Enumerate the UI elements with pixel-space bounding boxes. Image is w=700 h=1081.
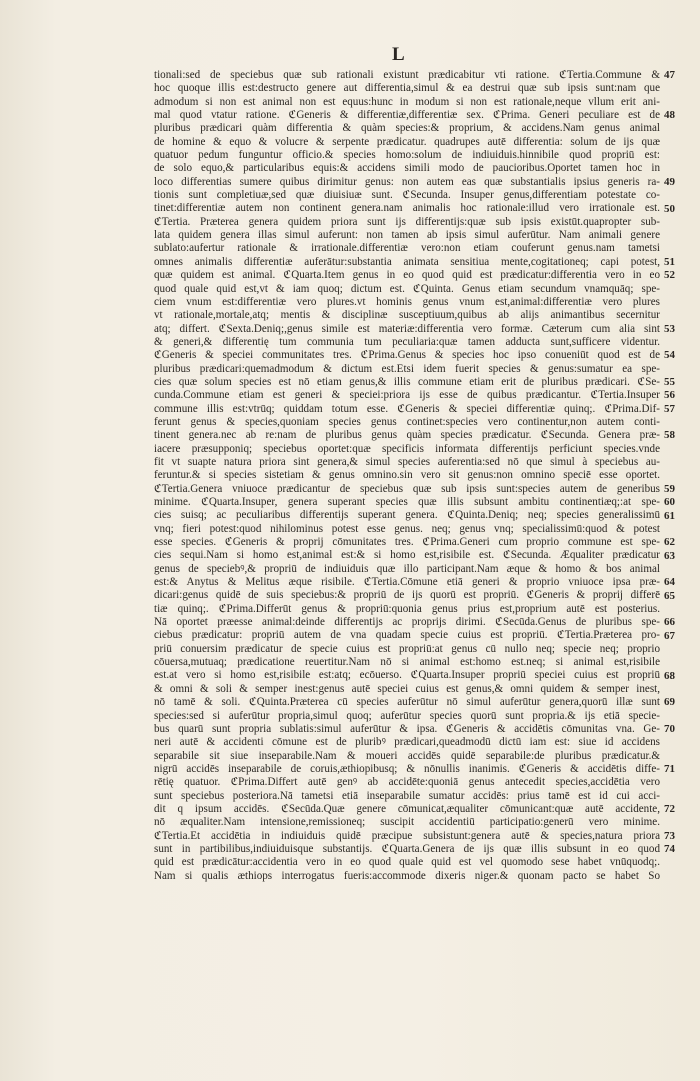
text-line: rētię quatuor. ℭPrima.Differt autē genꝰ ab accidēte:quoniā genus antecedit species,accidētia vero [154, 776, 660, 789]
margin-number: 63 [664, 549, 675, 562]
text-line: Nam si qualis æthiops interrogatus fueris:accommode dixeris niger.& quonam pacto se habet So [154, 869, 660, 882]
text-line: hoc quoque illis est:destructo genere aut differentia,simul & ea destrui quæ sub ipsis sunt:nam que [154, 82, 660, 95]
text-line: quæ quidem est animal. ℭQuarta.Item genus in eo quod quid est prædicatur:differentia vero in eo [154, 269, 660, 282]
text-line: species:sed si auferūtur propria,simul quoq; auferūtur species quorū sunt propria.& ijs etiā specie- [154, 709, 660, 722]
text-line: feruntur.& si species sistetiam & genus omnino.sin vero sit genus:non omnino speciē esse oportet. [154, 469, 660, 482]
text-line: sunt in partibilibus,indiuiduisque substantijs. ℭQuarta.Genera de ijs quæ illis subsunt in eo quod [154, 842, 660, 855]
text-line: genus de speciebꝰ,& propriū de indiuiduis quæ illo participant.Nam æque & homo & bos animal [154, 562, 660, 575]
text-line: ℭTertia.Et accidētia in indiuiduis quidē præcipue subsistunt:genera autē & species,natura priora [154, 829, 660, 842]
margin-number: 48 [664, 109, 675, 122]
text-line: sublato:aufertur rationale & irrationale.differentiæ vero:non etiam couferunt genus.nam tametsi [154, 242, 660, 255]
text-line: ferunt genus & species,quoniam species genus continet:species vero continentur,non autem conti- [154, 415, 660, 428]
text-line: & omni & soli & semper inest:genus autē speciei cuius est genus,& omni quidem & semper inest, [154, 682, 660, 695]
text-line: separabile sit siue inseparabile.Nam & moueri accidēs quidē separabile:de pluribus prædicatur.& [154, 749, 660, 762]
margin-number: 70 [664, 723, 675, 736]
margin-number: 71 [664, 763, 675, 776]
text-line: Nā oportet præesse animal:deinde differentijs ac proprijs dirimi. ℭSecūda.Genus de pluribus spe- [154, 616, 660, 629]
margin-number: 54 [664, 349, 675, 362]
text-line: est:& Anytus & Melitus æque risibile. ℭTertia.Cōmune etiā generi & proprio vniuoce ipsa præ- [154, 576, 660, 589]
text-line: neri autē & accidenti cōmune est de pluribꝰ prædicari,queadmodū dictū iam est: siue id accidens [154, 736, 660, 749]
text-line: nō tamē & soli. ℭQuinta.Præterea cū species auferūtur nō simul auferūtur genera,quorū illæ sunt [154, 696, 660, 709]
margin-number: 59 [664, 482, 675, 495]
margin-number: 47 [664, 69, 675, 81]
text-line: bus quarū sunt propria sublatis:simul auferūtur & ipsa. ℭGeneris & accidētis cōmunitas vna. Ge- [154, 722, 660, 735]
text-line: mal quod vtatur ratione. ℭGeneris & differentiæ,differentiæ sex. ℭPrima. Generi peculiare est de [154, 109, 660, 122]
body-text [154, 69, 660, 883]
text-line: pluribus prædicari:quemadmodum & dictum est.Etsi idem fuerit species & genus:sumatur ea spe- [154, 362, 660, 375]
margin-number: 57 [664, 402, 675, 415]
text-line: iacere præsupponiq; speciebus oportet:quæ specificis informata differentijs perficiunt species.vnde [154, 442, 660, 455]
margin-number: 55 [664, 376, 675, 389]
margin-number: 73 [664, 829, 675, 842]
margin-number: 67 [664, 629, 675, 642]
text-line: & generi,& differentię tum communia tum peculiaria:quæ tamen adducta sunt,sufficere videntur. [154, 335, 660, 348]
text-line: tiæ quinq;. ℭPrima.Differūt genus & propriū:quonia genus prius est,proprium autē est posterius. [154, 602, 660, 615]
margin-number: 61 [664, 509, 675, 522]
text-line: minime. ℭQuarta.Insuper, genera superant species quæ illis subsunt ambitu continentiæq;:at spe- [154, 496, 660, 508]
text-line: cies sequi.Nam si homo est,animal est:& si homo est,risibile est. ℭSecunda. Æqualiter prædicatur [154, 549, 660, 562]
text-line: est.at vero si homo est,risibile est:atq; ecōuerso. ℭQuarta.Insuper propriū speciei cuius est propriū [154, 669, 660, 682]
text-line: tionis sunt completiuæ,sed quæ diuisiuæ sunt. ℭSecunda. Insuper genus,differentiam potestate co- [154, 189, 660, 202]
text-line: cies quæ solum species est nō etiam genus,& illis commune etiam erit de pluribus prædicari. ℭSe- [154, 375, 660, 388]
text-line: vt rationale,mortale,atq; mentis & disciplinæ susceptiuum,quibus ab alijs animantibus secernitur [154, 309, 660, 322]
text-line: lata quidem genera illas simul auferunt: non tamen ab ipsis simul auferūtur. Nam animali genere [154, 229, 660, 242]
margin-number: 49 [664, 175, 675, 188]
text-line: cies suisq; ac peculiaribus differentijs superant genera. ℭQuinta.Deniq; neq; species generalissimū [154, 509, 660, 522]
text-line: ciebus prædicatur: propriū autem de vna quadam specie cuius est propriū. ℭTertia.Præterea pro- [154, 629, 660, 642]
folio-letter: L [392, 44, 406, 65]
text-line: tinet:differentiæ autem non continent genera.nam animalis hoc rationale:illud vero irrationale est. [154, 202, 660, 215]
text-line: quod quale quid est,vt & iam quoq; dictum est. ℭQuinta. Genus etiam secundum vnamquāq; spe- [154, 282, 660, 295]
margin-number: 66 [664, 616, 675, 629]
margin-number: 65 [664, 589, 675, 602]
text-line: sunt speciebus posteriora.Nā tametsi etiā inseparabile sumatur accidēs: prius tamē est id cui acci- [154, 789, 660, 802]
text-line: commune illis est:vtrūq; quiddam totum esse. ℭGeneris & speciei differentiæ quinq;. ℭPrima.Dif- [154, 402, 660, 415]
text-line: priū conuersim prædicatur de specie cuius est propriū:at genus cū nullo neq; specie neq; proprio [154, 642, 660, 655]
text-line: fit vt suapte natura priora sint genera,& simul species auferentia:sed nō que simul à speciebus au- [154, 455, 660, 468]
text-line: ℭTertia.Genera vniuoce prædicantur de speciebus quæ sub ipsis sunt:species autem de generibus [154, 482, 660, 495]
text-line: nō æqualiter.Nam intensione,remissioneq; suscipit accidentiū participatio:generū vero minime. [154, 816, 660, 829]
margin-number: 72 [664, 803, 675, 816]
text-line: cōuersa,mutuaq; prædicatione reuertitur.Nam nō si animal est:homo est.neq; si animal est,risibile [154, 656, 660, 669]
text-line: quatuor pedum funguntur officio.& species homo:solum de indiuiduis.hinnibile quod propriū est: [154, 149, 660, 162]
text-line: admodum si non est animal non est equus:hunc in modum si non est rationale,neque vllum erit ani- [154, 95, 660, 108]
text-line: loco differentias sumere quibus dirimitur genus: non autem eas quæ substantialis ipsius generis ra- [154, 175, 660, 188]
margin-number: 62 [664, 536, 675, 549]
text-line: de homine & equo & volucre & serpente prædicatur. quadrupes autē differentia: solum de ijs quæ [154, 135, 660, 148]
margin-number: 64 [664, 576, 675, 589]
text-line: dicari:genus quidē de suis speciebus:& propriū de ijs quorū est propriū. ℭGeneris & proprij differē [154, 589, 660, 602]
text-line: vnq; fieri potest:quod nihilominus potest esse genus. neq; genus vnq; specialissimū:quod & potest [154, 522, 660, 535]
margin-number: 50 [664, 202, 675, 215]
text-line: ℭTertia. Præterea genera quidem priora sunt ijs differentijs:quæ sub ipsis existūt.quapropter sub- [154, 215, 660, 228]
text-line: tinent genera.nec ab re:nam de pluribus genus quàm species prædicatur. ℭSecunda. Genera præ- [154, 429, 660, 442]
margin-number: 56 [664, 389, 675, 402]
text-line: tionali:sed de speciebus quæ sub rationali existunt prædicabitur vti ratione. ℭTertia.Commune & [154, 69, 660, 81]
margin-number: 58 [664, 429, 675, 442]
text-line: esse species. ℭGeneris & proprij cōmunitates tres. ℭPrima.Generi cum proprio commune est spe- [154, 536, 660, 549]
margin-number: 69 [664, 696, 675, 709]
text-line: cunda.Commune etiam est generi & speciei:priora ijs esse de quibus prædicantur. ℭTertia.Insuper [154, 389, 660, 402]
margin-number: 74 [664, 843, 675, 856]
text-line: de solo equo,& particularibus equis:& accidens simili modo de paucioribus.Oportet tamen hoc in [154, 162, 660, 175]
text-line: quid est prædicātur:accidentia vero in eo quod quale quid est vel quomodo sese habet vnūquodq;. [154, 856, 660, 869]
text-line: pluribus prædicari quàm differentia & quàm species:& proprium, & accidens.Nam genus animal [154, 122, 660, 135]
margin-number: 51 [664, 255, 675, 268]
margin-number: 60 [664, 496, 675, 509]
margin-number: 53 [664, 322, 675, 335]
text-line: ciem vnum est:differentiæ vero plures.vt hominis genus vnum est,animal:differentiæ vero plures [154, 295, 660, 308]
text-line: nigrū accidēs inseparabile de coruis,æthiopibusq; & nōnullis inanimis. ℭGeneris & accidētis diffe- [154, 762, 660, 775]
text-line: omnes animalis differentiæ auferātur:substantia animata sensitiua mente,cogitationeq; capi potest, [154, 255, 660, 268]
text-line: dit q ipsum accidēs. ℭSecūda.Quæ genere cōmunicat,æqualiter cōmunicant:quæ autē accidente, [154, 802, 660, 815]
margin-number: 52 [664, 269, 675, 282]
text-line: atq; differt. ℭSexta.Deniq;,genus simile est materiæ:differentia vero formæ. Cæterum cum alia sint [154, 322, 660, 335]
text-line: ℭGeneris & speciei communitates tres. ℭPrima.Genus & species hoc ipso conueniūt quod est de [154, 349, 660, 362]
margin-number: 68 [664, 669, 675, 682]
